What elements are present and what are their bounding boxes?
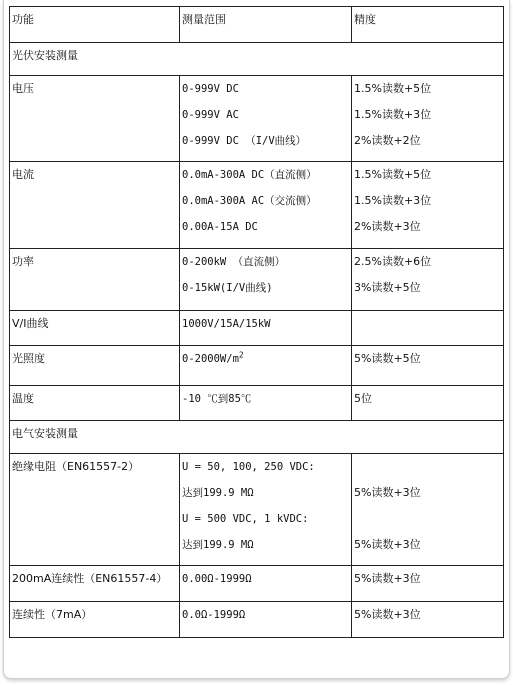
- accuracy-cell: 5位: [352, 386, 504, 421]
- range-cell: 1000V/15A/15kW: [180, 311, 352, 346]
- table-row: [10, 566, 504, 602]
- range-cell: $0-2000W/m^2$: [180, 346, 352, 386]
- table-row: [10, 386, 504, 421]
- range-cell: 0.0mA-300A DC（直流侧） 0.0mA-300A AC（交流侧） 0.00A-15A DC: [180, 162, 352, 249]
- range-cell: 0.00Ω-1999Ω: [180, 566, 352, 602]
- spec-table: [9, 6, 504, 638]
- range-cell: 0-999V DC 0-999V AC 0-999V DC （I/V曲线）: [180, 76, 352, 162]
- accuracy-cell: [352, 311, 504, 346]
- accuracy-cell: 1.5%读数+5位 1.5%读数+3位 2%读数+2位: [352, 76, 504, 162]
- accuracy-cell: 5%读数+5位: [352, 346, 504, 386]
- table-row: [10, 311, 504, 346]
- function-cell: 200mA连续性（EN61557-4）: [10, 566, 180, 602]
- header-accuracy: 精度: [352, 7, 504, 43]
- function-cell: 连续性（7mA）: [10, 602, 180, 638]
- function-cell: 功率: [10, 249, 180, 311]
- section-title: 电气安装测量: [10, 421, 504, 454]
- header-function: 功能: [10, 7, 180, 43]
- table-row: [10, 454, 504, 566]
- section-row: [10, 421, 504, 454]
- range-cell: 0-200kW （直流侧） 0-15kW(I/V曲线): [180, 249, 352, 311]
- function-cell: 温度: [10, 386, 180, 421]
- function-cell: 电压: [10, 76, 180, 162]
- table-header-row: [10, 7, 504, 43]
- function-cell: 电流: [10, 162, 180, 249]
- function-cell: V/I曲线: [10, 311, 180, 346]
- range-cell: -10 ℃到85℃: [180, 386, 352, 421]
- range-cell: U = 50, 100, 250 VDC: 达到199.9 MΩ U = 500 VDC, 1 kVDC: 达到199.9 MΩ: [180, 454, 352, 566]
- header-range: 测量范围: [180, 7, 352, 43]
- section-title: 光伏安装测量: [10, 43, 504, 76]
- table-row: [10, 346, 504, 386]
- table-row: [10, 162, 504, 249]
- function-cell: 绝缘电阻（EN61557-2）: [10, 454, 180, 566]
- function-cell: 光照度: [10, 346, 180, 386]
- accuracy-cell: 2.5%读数+6位 3%读数+5位: [352, 249, 504, 311]
- accuracy-cell: 5%读数+3位: [352, 602, 504, 638]
- section-row: [10, 43, 504, 76]
- table-row: [10, 249, 504, 311]
- range-cell: 0.0Ω-1999Ω: [180, 602, 352, 638]
- table-row: [10, 602, 504, 638]
- accuracy-cell: 1.5%读数+5位 1.5%读数+3位 2%读数+3位: [352, 162, 504, 249]
- accuracy-cell: 5%读数+3位: [352, 566, 504, 602]
- accuracy-cell: 5%读数+3位 5%读数+3位: [352, 454, 504, 566]
- table-row: [10, 76, 504, 162]
